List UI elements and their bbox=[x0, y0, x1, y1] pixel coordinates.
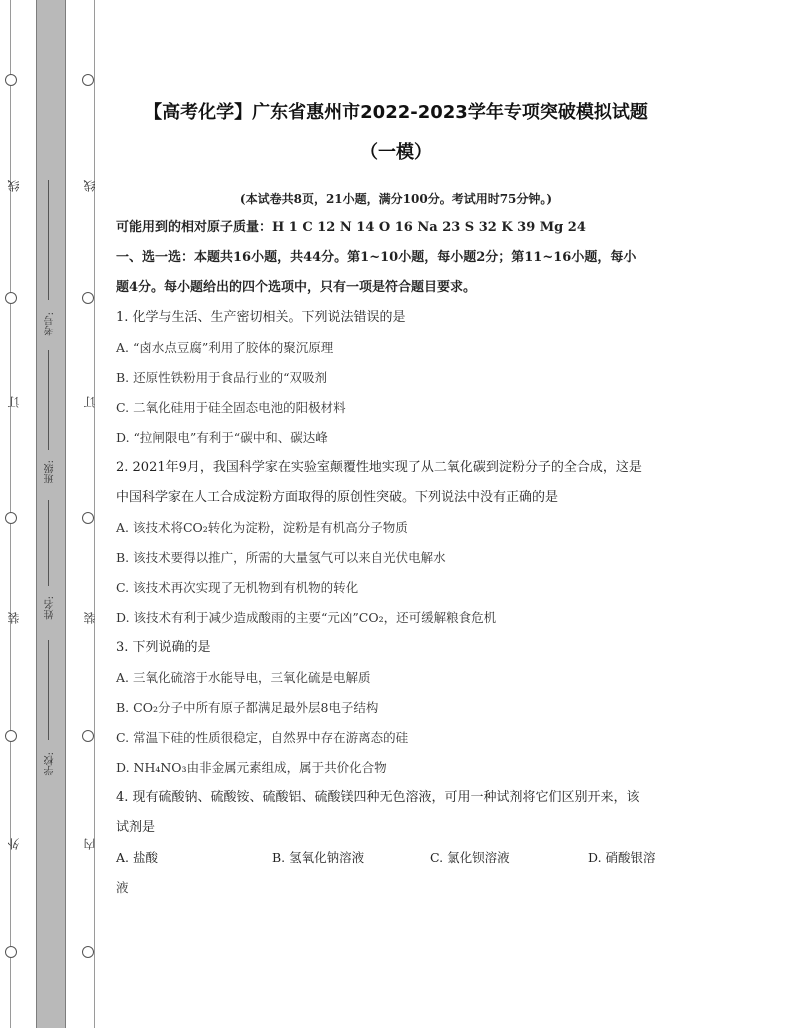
q3-option-c: C. 常温下硅的性质很稳定，自然界中存在游离态的硅 bbox=[116, 730, 409, 745]
field-exam-number-line bbox=[48, 180, 49, 300]
margin-label-wai: 外 bbox=[7, 838, 21, 850]
binding-hole bbox=[5, 946, 17, 958]
q4-option-d-continued: 液 bbox=[116, 880, 129, 895]
section-heading-line2: 题4分。每小题给出的四个选项中，只有一项是符合题目要求。 bbox=[116, 280, 477, 295]
field-exam-number: 考号: bbox=[45, 312, 56, 336]
field-name-line bbox=[48, 500, 49, 586]
q4-options-row bbox=[116, 843, 676, 873]
binding-hole bbox=[82, 74, 94, 86]
field-school: 学校: bbox=[45, 752, 56, 776]
field-name: 姓名: bbox=[45, 596, 56, 620]
q3-stem: 3. 下列说确的是 bbox=[116, 640, 211, 655]
binding-hole bbox=[82, 730, 94, 742]
q4-stem-line2: 试剂是 bbox=[116, 820, 156, 835]
q2-option-d: D. 该技术有利于减少造成酸雨的主要“元凶”CO₂，还可缓解粮食危机 bbox=[116, 610, 497, 625]
q3-option-a: A. 三氧化硫溶于水能导电，三氧化硫是电解质 bbox=[116, 670, 371, 685]
section-heading-line1: 一、选一选：本题共16小题，共44分。第1~10小题，每小题2分；第11~16小题，每小 bbox=[116, 250, 637, 265]
margin-label-xian-outer: 线 bbox=[7, 180, 21, 192]
field-school-line bbox=[48, 640, 49, 740]
binding-hole bbox=[5, 512, 17, 524]
binding-hole bbox=[5, 292, 17, 304]
binding-strip bbox=[36, 0, 66, 1028]
q2-option-c: C. 该技术再次实现了无机物到有机物的转化 bbox=[116, 580, 359, 595]
q1-option-c: C. 二氧化硅用于硅全固态电池的阳极材料 bbox=[116, 400, 346, 415]
margin-label-zhuang-inner: 装 bbox=[83, 612, 97, 624]
q2-option-b: B. 该技术要得以推广，所需的大量氢气可以来自光伏电解水 bbox=[116, 550, 446, 565]
binding-hole bbox=[5, 730, 17, 742]
page-title: 【高考化学】广东省惠州市2022-2023学年专项突破模拟试题 bbox=[144, 102, 648, 123]
margin-inner-line bbox=[94, 0, 95, 1028]
q1-stem: 1. 化学与生活、生产密切相关。下列说法错误的是 bbox=[116, 310, 406, 325]
binding-hole bbox=[82, 512, 94, 524]
margin-label-ding-inner: 订 bbox=[83, 396, 97, 408]
margin-label-nei: 内 bbox=[83, 838, 97, 850]
margin-label-zhuang-outer: 装 bbox=[7, 612, 21, 624]
exam-body bbox=[116, 96, 676, 903]
q4-option-a: A. 盐酸 bbox=[116, 850, 158, 865]
exam-note: (本试卷共8页，21小题，满分100分。考试用时75分钟。) bbox=[239, 192, 553, 206]
q2-stem-line2: 中国科学家在人工合成淀粉方面取得的原创性突破。下列说法中没有正确的是 bbox=[116, 490, 559, 505]
binding-hole bbox=[5, 74, 17, 86]
q3-option-d: D. NH₄NO₃由非金属元素组成，属于共价化合物 bbox=[116, 760, 387, 775]
q1-option-b: B. 还原性铁粉用于食品行业的“双吸剂 bbox=[116, 370, 328, 385]
page-subtitle: （一模） bbox=[360, 142, 432, 163]
field-class-line bbox=[48, 350, 49, 450]
q4-stem-line1: 4. 现有硫酸钠、硫酸铵、硫酸铝、硫酸镁四种无色溶液，可用一种试剂将它们区别开来，该 bbox=[116, 790, 640, 805]
q1-option-a: A. “卤水点豆腐”利用了胶体的聚沉原理 bbox=[116, 340, 334, 355]
q2-option-a: A. 该技术将CO₂转化为淀粉，淀粉是有机高分子物质 bbox=[116, 520, 408, 535]
margin-label-ding-outer: 订 bbox=[7, 396, 21, 408]
binding-hole bbox=[82, 292, 94, 304]
q4-option-b: B. 氢氧化钠溶液 bbox=[272, 850, 365, 865]
q1-option-d: D. “拉闸限电”有利于“碳中和、碳达峰 bbox=[116, 430, 328, 445]
binding-hole bbox=[82, 946, 94, 958]
margin-label-xian-inner: 线 bbox=[83, 180, 97, 192]
atomic-masses: 可能用到的相对原子质量：H 1 C 12 N 14 O 16 Na 23 S 32 K 39 Mg 24 bbox=[116, 220, 586, 235]
q2-stem-line1: 2. 2021年9月，我国科学家在实验室颠覆性地实现了从二氧化碳到淀粉分子的全合成，这是 bbox=[116, 460, 642, 475]
q4-option-d: D. 硝酸银溶 bbox=[588, 850, 656, 865]
q3-option-b: B. CO₂分子中所有原子都满足最外层8电子结构 bbox=[116, 700, 379, 715]
field-class: 班级: bbox=[45, 460, 56, 484]
q4-option-c: C. 氯化钡溶液 bbox=[430, 850, 510, 865]
